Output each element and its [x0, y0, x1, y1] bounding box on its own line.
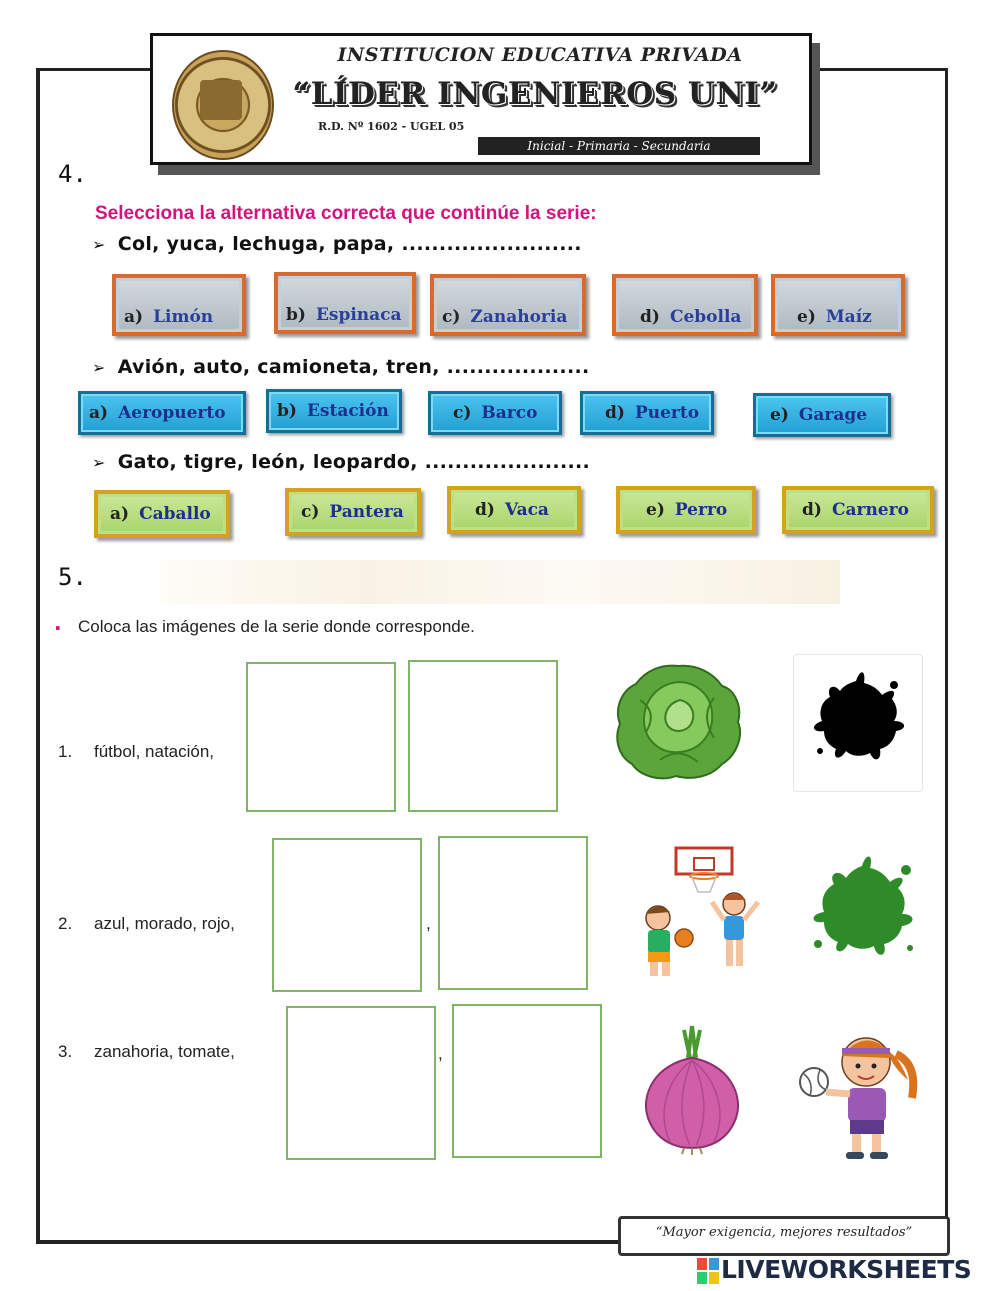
option-letter: d) — [640, 307, 660, 327]
institution-type: INSTITUCION EDUCATIVA PRIVADA — [337, 44, 743, 66]
instruction-part4: Selecciona la alternativa correcta que continúe la serie: — [95, 203, 597, 224]
drop-box-1b[interactable] — [408, 660, 558, 812]
resolution-text: R.D. Nº 1602 - UGEL 05 — [318, 120, 465, 133]
option-letter: a) — [110, 504, 130, 524]
instruction-part5: Coloca las imágenes de la serie donde corresponde. — [78, 617, 475, 636]
option-letter: e) — [770, 405, 789, 425]
option-text: Cebolla — [669, 307, 742, 327]
option-q3-d2[interactable] — [782, 486, 934, 534]
row-3-comma: , — [438, 1044, 443, 1063]
option-q3-e[interactable] — [616, 486, 756, 534]
school-motto: “Mayor exigencia, mejores resultados” — [655, 1225, 913, 1240]
green-splat-image[interactable] — [798, 844, 928, 980]
series-2-label: Avión, auto, camioneta, tren, ................... — [117, 356, 590, 378]
option-text: Espinaca — [315, 305, 402, 325]
option-letter: a) — [124, 307, 144, 327]
option-q1-e[interactable] — [771, 274, 905, 336]
series-text-2 — [92, 356, 590, 378]
row-text: fútbol, natación, — [94, 742, 215, 761]
option-letter: b) — [277, 401, 297, 421]
option-text: Caballo — [139, 504, 211, 524]
option-letter: a) — [89, 403, 109, 423]
series-text-1 — [92, 233, 582, 255]
option-q2-a[interactable] — [78, 391, 246, 435]
levels-text: Inicial - Primaria - Secundaria — [527, 139, 711, 153]
option-letter: d) — [802, 500, 822, 520]
sequence-row-1 — [58, 742, 214, 762]
series-1-label: Col, yuca, lechuga, papa, ........................ — [117, 233, 582, 255]
option-text: Aeropuerto — [118, 403, 226, 423]
option-q2-b[interactable] — [266, 389, 402, 433]
onion-image[interactable] — [624, 1018, 760, 1158]
row-number: 1. — [58, 742, 73, 761]
row-number: 3. — [58, 1042, 73, 1061]
watermark-strip — [160, 560, 840, 604]
sequence-row-3 — [58, 1042, 235, 1062]
option-letter: c) — [442, 307, 461, 327]
arrow-bullet-icon: ➢ — [92, 235, 106, 254]
option-letter: d) — [605, 403, 625, 423]
question-number-4: 4. — [58, 160, 87, 188]
basketball-kids-image[interactable] — [636, 842, 770, 988]
instruction-bullet: . — [54, 611, 62, 635]
option-letter: c) — [301, 502, 320, 522]
option-text: Garage — [798, 405, 868, 425]
sequence-row-2 — [58, 914, 235, 934]
row-text: azul, morado, rojo, — [94, 914, 235, 933]
lettuce-image[interactable] — [610, 660, 746, 784]
row-number: 2. — [58, 914, 73, 933]
school-name: “LÍDER INGENIEROS UNI” — [292, 76, 778, 112]
option-text: Estación — [306, 401, 389, 421]
arrow-bullet-icon: ➢ — [92, 453, 106, 472]
arrow-bullet-icon: ➢ — [92, 358, 106, 377]
drop-box-3b[interactable] — [452, 1004, 602, 1158]
option-q1-d[interactable] — [612, 274, 758, 336]
series-3-label: Gato, tigre, león, leopardo, ...................... — [117, 451, 591, 473]
black-splat-image[interactable] — [793, 654, 923, 792]
option-q1-b[interactable] — [274, 272, 416, 334]
drop-box-1a[interactable] — [246, 662, 396, 812]
option-letter: d) — [475, 500, 495, 520]
option-text: Carnero — [831, 500, 909, 520]
option-text: Limón — [153, 307, 214, 327]
option-letter: e) — [646, 500, 665, 520]
option-q2-d[interactable] — [580, 391, 714, 435]
option-text: Maíz — [825, 307, 872, 327]
drop-box-2b[interactable] — [438, 836, 588, 990]
option-text: Perro — [674, 500, 728, 520]
option-q3-c[interactable] — [285, 488, 421, 536]
option-q1-a[interactable] — [112, 274, 246, 336]
series-text-3 — [92, 451, 590, 473]
option-letter: c) — [453, 403, 472, 423]
option-q3-d[interactable] — [447, 486, 581, 534]
option-q2-c[interactable] — [428, 391, 562, 435]
option-letter: b) — [286, 305, 306, 325]
seal-emblem — [200, 80, 242, 120]
drop-box-3a[interactable] — [286, 1006, 436, 1160]
row-2-comma: , — [426, 914, 431, 933]
option-text: Pantera — [329, 502, 404, 522]
option-text: Zanahoria — [470, 307, 568, 327]
volleyball-girl-image[interactable] — [796, 1020, 926, 1162]
option-text: Barco — [481, 403, 538, 423]
option-q3-a[interactable] — [94, 490, 230, 538]
option-q1-c[interactable] — [430, 274, 586, 336]
question-number-5: 5. — [58, 563, 87, 591]
option-text: Puerto — [634, 403, 700, 423]
liveworksheets-brand[interactable]: LIVEWORKSHEETS — [721, 1255, 972, 1284]
option-text: Vaca — [504, 500, 549, 520]
option-letter: e) — [797, 307, 816, 327]
row-text: zanahoria, tomate, — [94, 1042, 235, 1061]
option-q2-e[interactable] — [753, 393, 891, 437]
liveworksheets-logo-icon — [697, 1258, 719, 1284]
drop-box-2a[interactable] — [272, 838, 422, 992]
